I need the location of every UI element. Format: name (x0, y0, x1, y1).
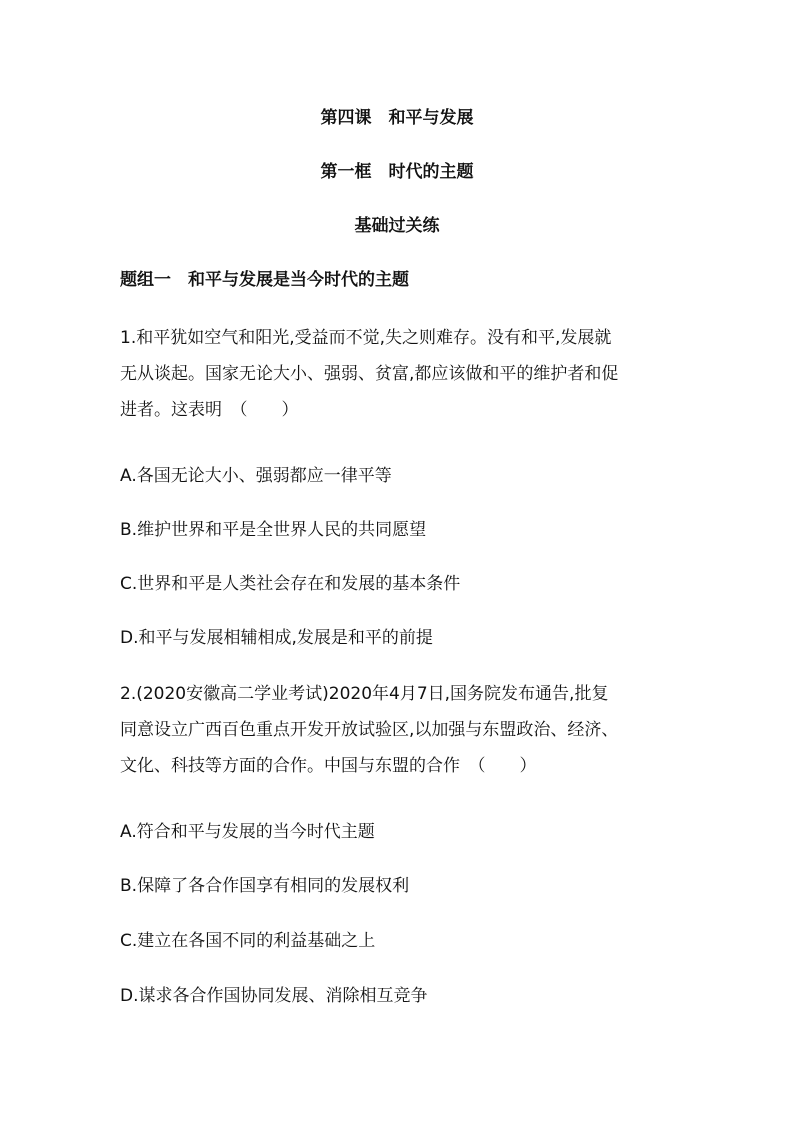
question-1-option-d: D.和平与发展相辅相成,发展是和平的前提 (120, 628, 433, 648)
question-1-line-3: 进者。这表明 （ ） (120, 400, 299, 420)
question-1-option-a: A.各国无论大小、强弱都应一律平等 (120, 466, 392, 486)
question-2-line-1: 2.(2020安徽高二学业考试)2020年4月7日,国务院发布通告,批复 (120, 684, 609, 704)
question-2-option-b: B.保障了各合作国享有相同的发展权利 (120, 876, 410, 896)
question-1-option-c: C.世界和平是人类社会存在和发展的基本条件 (120, 574, 461, 594)
question-group-title: 题组一 和平与发展是当今时代的主题 (120, 270, 409, 290)
question-1-line-1: 1.和平犹如空气和阳光,受益而不觉,失之则难存。没有和平,发展就 (120, 328, 612, 348)
question-2-option-a: A.符合和平与发展的当今时代主题 (120, 822, 375, 842)
question-1-option-b: B.维护世界和平是全世界人民的共同愿望 (120, 520, 427, 540)
question-2-line-2: 同意设立广西百色重点开发开放试验区,以加强与东盟政治、经济、 (120, 720, 619, 740)
question-2-option-d: D.谋求各合作国协同发展、消除相互竞争 (120, 986, 428, 1006)
question-1 (120, 320, 680, 428)
section-title: 第一框 时代的主题 (320, 162, 474, 182)
question-2-line-3: 文化、科技等方面的合作。中国与东盟的合作 （ ） (120, 756, 537, 776)
question-2 (120, 676, 680, 784)
question-1-line-2: 无从谈起。国家无论大小、强弱、贫富,都应该做和平的维护者和促 (120, 364, 619, 384)
question-2-option-c: C.建立在各国不同的利益基础之上 (120, 931, 376, 951)
lesson-title: 第四课 和平与发展 (320, 108, 474, 128)
exercise-title: 基础过关练 (354, 216, 440, 236)
